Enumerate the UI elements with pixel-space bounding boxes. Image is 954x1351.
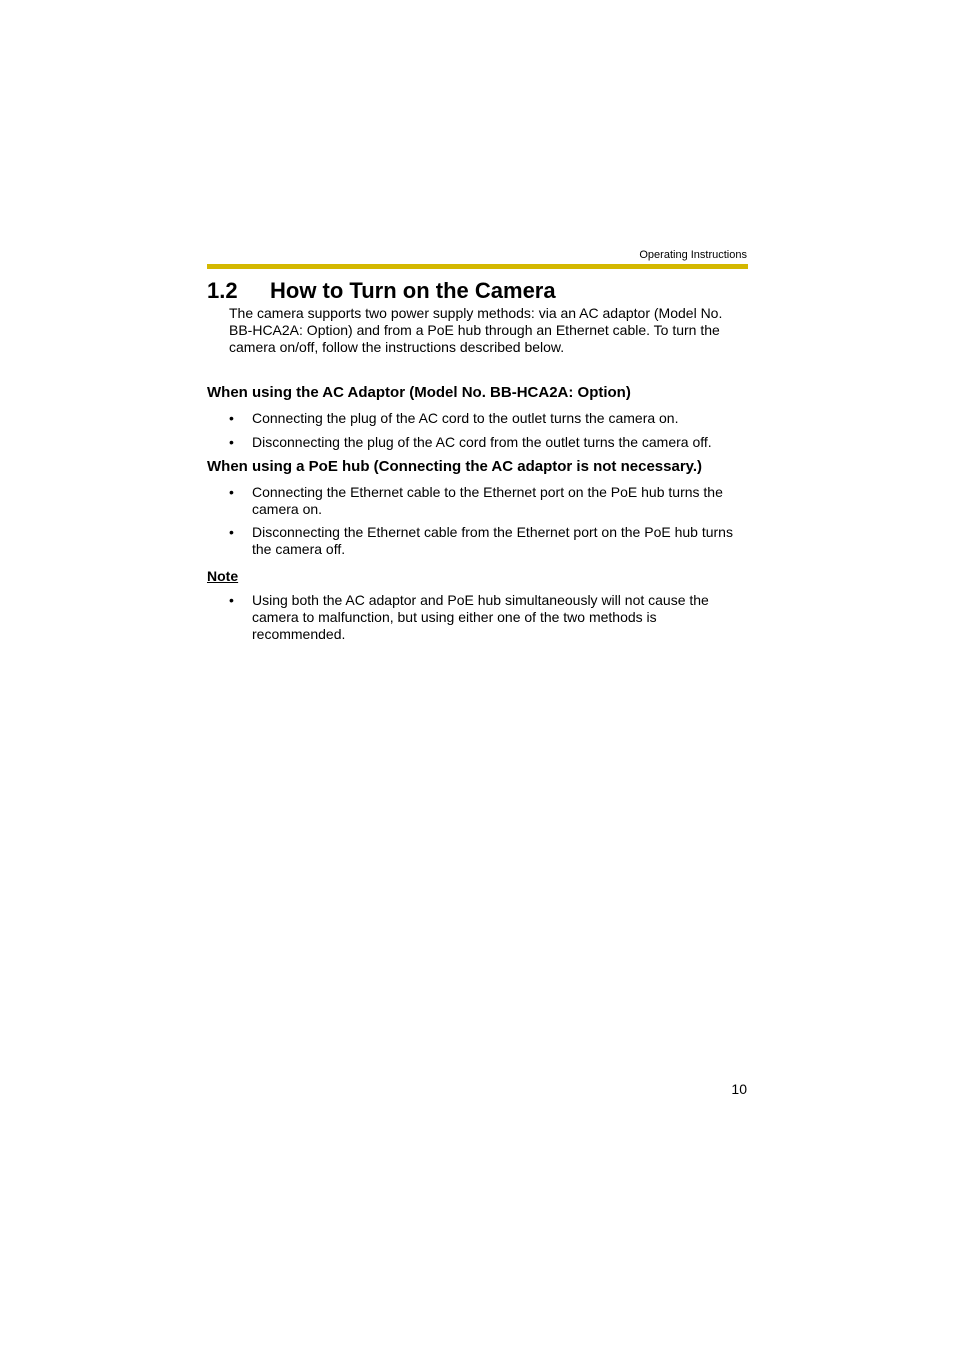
bullet-icon: • [229, 484, 234, 500]
bullet-icon: • [229, 524, 234, 540]
section-number: 1.2 [207, 278, 238, 303]
intro-paragraph: The camera supports two power supply methods: via an AC adaptor (Model No. BB-HCA2A: Option) and from a PoE hub through an Ethernet cable. To turn the camera on/off, follow the instructions described below. [229, 305, 723, 355]
ac-item-1: Connecting the plug of the AC cord to the outlet turns the camera on. [252, 410, 679, 426]
bullet-icon: • [229, 592, 234, 608]
poe-hub-heading: When using a PoE hub (Connecting the AC adaptor is not necessary.) [207, 458, 703, 475]
section-title: How to Turn on the Camera [270, 278, 556, 303]
note-item-1: Using both the AC adaptor and PoE hub simultaneously will not cause the camera to malfunction, but using either one of the two methods is recommended. [252, 592, 709, 642]
ac-adaptor-heading: When using the AC Adaptor (Model No. BB-HCA2A: Option) [207, 384, 631, 401]
page-number: 10 [731, 1081, 747, 1097]
note-label: Note [207, 568, 239, 584]
poe-item-2: Disconnecting the Ethernet cable from the Ethernet port on the PoE hub turns the camera off. [252, 524, 733, 557]
bullet-icon: • [229, 410, 234, 426]
poe-item-1: Connecting the Ethernet cable to the Ethernet port on the PoE hub turns the camera on. [252, 484, 723, 517]
running-header: Operating Instructions [639, 249, 747, 261]
bullet-icon: • [229, 434, 234, 450]
ac-item-2: Disconnecting the plug of the AC cord from the outlet turns the camera off. [252, 434, 712, 450]
header-rule [207, 264, 748, 269]
